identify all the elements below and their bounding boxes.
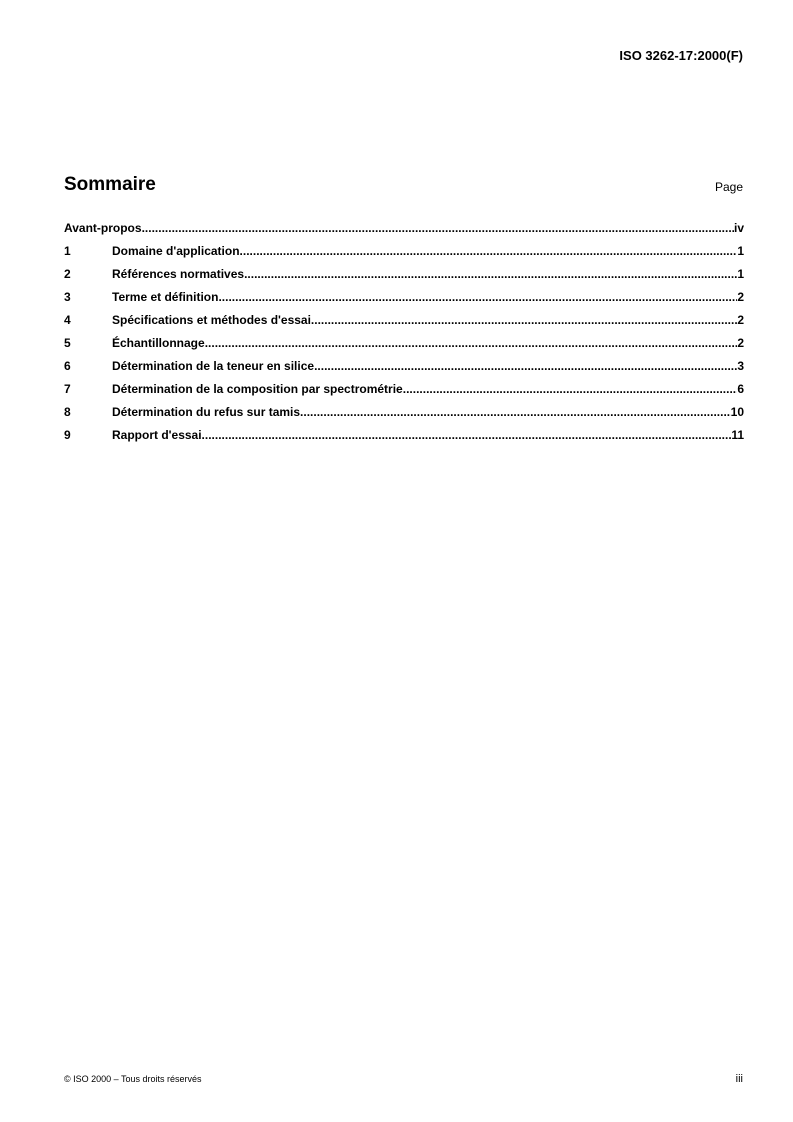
toc-entry-title: Références normatives bbox=[112, 267, 245, 281]
toc-leader-dots bbox=[205, 336, 738, 350]
toc-entry-title: Terme et définition bbox=[112, 290, 219, 304]
toc-leader-dots bbox=[202, 428, 732, 442]
toc-entry-title: Rapport d'essai bbox=[112, 428, 202, 442]
toc-leader-dots bbox=[244, 267, 737, 281]
toc-entry-5[interactable] bbox=[64, 336, 744, 359]
toc-heading: Sommaire bbox=[64, 174, 156, 195]
toc-entry-number: 2 bbox=[64, 267, 71, 281]
toc-entry-page: 2 bbox=[737, 290, 744, 304]
toc-entry-page: 2 bbox=[737, 313, 744, 327]
toc-entry-page: 2 bbox=[737, 336, 744, 350]
toc-entry-number: 3 bbox=[64, 290, 71, 304]
footer-page-number: iii bbox=[735, 1073, 743, 1085]
toc-entry-page: 3 bbox=[737, 359, 744, 373]
toc-entry-page: 10 bbox=[730, 405, 744, 419]
toc-entry-1[interactable] bbox=[64, 244, 744, 267]
toc-entry-7[interactable] bbox=[64, 382, 744, 405]
toc-entry-number: 6 bbox=[64, 359, 71, 373]
toc-entry-page: 1 bbox=[737, 267, 744, 281]
page-column-label: Page bbox=[714, 180, 743, 194]
table-of-contents bbox=[64, 221, 744, 451]
toc-entry-number: 7 bbox=[64, 382, 71, 396]
toc-entry-page: iv bbox=[733, 221, 744, 235]
toc-entry-title: Détermination de la composition par spectrométrie bbox=[112, 382, 403, 396]
toc-leader-dots bbox=[240, 244, 738, 258]
toc-entry-8[interactable] bbox=[64, 405, 744, 428]
toc-entry-2[interactable] bbox=[64, 267, 744, 290]
toc-entry-9[interactable] bbox=[64, 428, 744, 451]
toc-entry-number: 4 bbox=[64, 313, 71, 327]
toc-leader-dots bbox=[403, 382, 738, 396]
toc-entry-title: Détermination de la teneur en silice bbox=[112, 359, 315, 373]
toc-entry-title: Échantillonnage bbox=[112, 336, 205, 350]
document-id: ISO 3262-17:2000(F) bbox=[619, 48, 743, 63]
toc-entry-title: Spécifications et méthodes d'essai bbox=[112, 313, 311, 327]
toc-entry-number: 1 bbox=[64, 244, 71, 258]
toc-entry-number: 5 bbox=[64, 336, 71, 350]
toc-entry-number: 9 bbox=[64, 428, 71, 442]
toc-entry-foreword[interactable] bbox=[64, 221, 744, 244]
toc-entry-page: 1 bbox=[737, 244, 744, 258]
toc-leader-dots bbox=[142, 221, 734, 235]
toc-entry-title: Avant-propos bbox=[64, 221, 142, 235]
footer-copyright: © ISO 2000 – Tous droits réservés bbox=[64, 1074, 202, 1084]
toc-entry-page: 6 bbox=[737, 382, 744, 396]
toc-leader-dots bbox=[311, 313, 737, 327]
toc-entry-title: Domaine d'application bbox=[112, 244, 240, 258]
toc-entry-page: 11 bbox=[731, 428, 744, 442]
toc-leader-dots bbox=[300, 405, 731, 419]
toc-leader-dots bbox=[218, 290, 737, 304]
toc-entry-number: 8 bbox=[64, 405, 71, 419]
toc-entry-3[interactable] bbox=[64, 290, 744, 313]
toc-entry-title: Détermination du refus sur tamis bbox=[112, 405, 301, 419]
toc-entry-4[interactable] bbox=[64, 313, 744, 336]
toc-entry-6[interactable] bbox=[64, 359, 744, 382]
toc-leader-dots bbox=[314, 359, 737, 373]
